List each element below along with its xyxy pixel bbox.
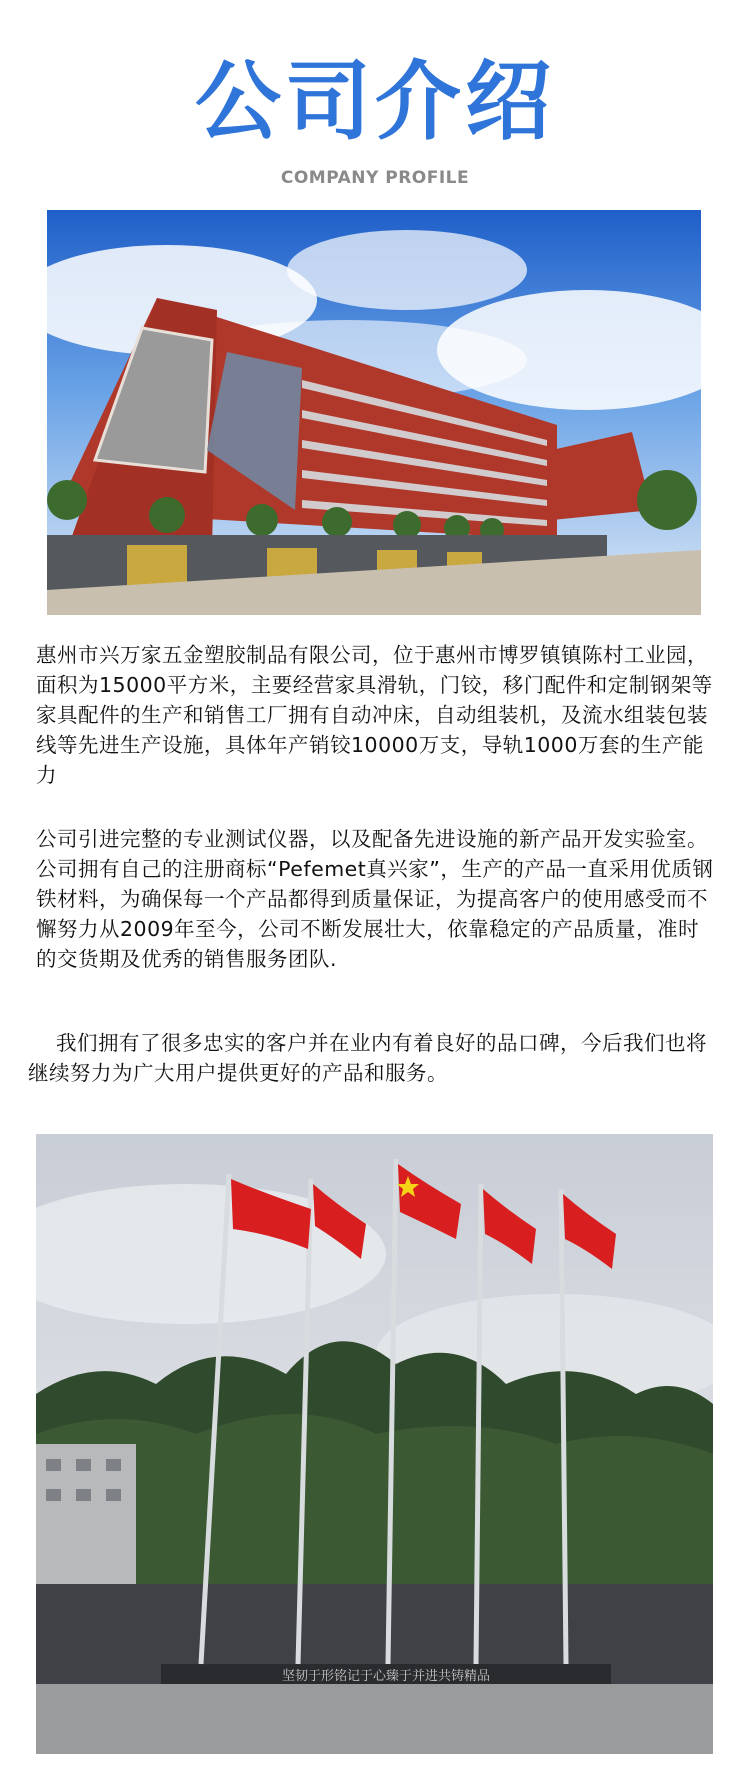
wall-inscription: 坚韧于形铭记于心臻于并进共铸精品 bbox=[281, 1669, 491, 1684]
flagpoles-illustration bbox=[36, 1134, 713, 1754]
factory-building-photo bbox=[47, 210, 701, 615]
page-title: 公司介绍 bbox=[195, 52, 555, 152]
page-subtitle: COMPANY PROFILE bbox=[280, 168, 470, 188]
intro-paragraph-2: 公司引进完整的专业测试仪器，以及配备先进设施的新产品开发实验室。公司拥有自己的注册商标“Pefemet真兴家”，生产的产品一直采用优质钢铁材料，为确保每一个产品都得到质量保证，为提高客户的使用感受而不懈努力从2009年至今，公司不断发展壮大，依靠稳定的产品质量，准时的交货期及优秀的销售服务团队. bbox=[36, 827, 714, 971]
flagpoles-photo bbox=[36, 1134, 713, 1754]
factory-building-illustration bbox=[47, 210, 701, 615]
intro-paragraph-3: 我们拥有了很多忠实的客户并在业内有着良好的品口碑，今后我们也将继续努力为广大用户提供更好的产品和服务。 bbox=[28, 1031, 707, 1085]
intro-paragraph-1: 惠州市兴万家五金塑胶制品有限公司，位于惠州市博罗镇镇陈村工业园，面积为15000平方米，主要经营家具滑轨，门铰，移门配件和定制钢架等家具配件的生产和销售工厂拥有自动冲床，自动组装机，及流水组装包装线等先进生产设施，具体年产销铰10000万支，导轨1000万套的生产能力 bbox=[36, 643, 713, 787]
